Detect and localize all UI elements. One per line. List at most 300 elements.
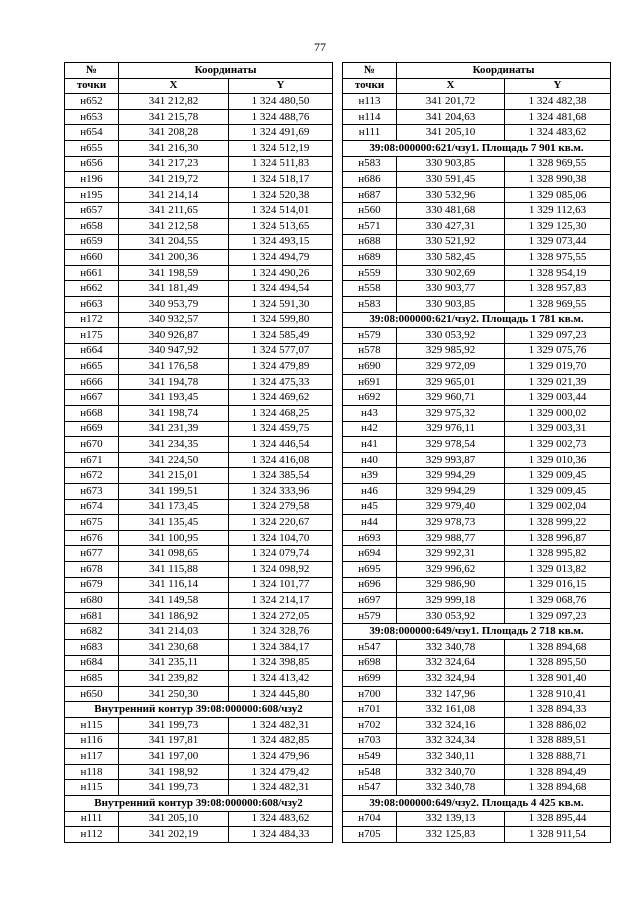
point-id: н115 [65, 780, 119, 796]
point-id: н688 [343, 234, 397, 250]
coord-x: 332 340,78 [397, 780, 505, 796]
point-id: н46 [343, 484, 397, 500]
coord-x: 332 147,96 [397, 686, 505, 702]
table-row [343, 717, 611, 733]
coord-x: 329 978,54 [397, 437, 505, 453]
coordinates-table-left [64, 62, 333, 843]
coord-y: 1 324 104,70 [229, 530, 333, 546]
coord-y: 1 324 279,58 [229, 499, 333, 515]
point-id: н680 [65, 593, 119, 609]
point-id: н657 [65, 203, 119, 219]
coord-y: 1 324 214,17 [229, 593, 333, 609]
point-id: н703 [343, 733, 397, 749]
table-body-right [343, 94, 611, 843]
table-row [343, 546, 611, 562]
point-id: н115 [65, 717, 119, 733]
table-row [343, 764, 611, 780]
coord-y: 1 329 073,44 [505, 234, 611, 250]
coord-x: 330 902,69 [397, 265, 505, 281]
table-row [343, 562, 611, 578]
table-row [343, 452, 611, 468]
coord-y: 1 328 969,55 [505, 156, 611, 172]
coord-x: 332 324,16 [397, 717, 505, 733]
point-id: н677 [65, 546, 119, 562]
coord-y: 1 328 894,68 [505, 639, 611, 655]
coord-y: 1 328 910,41 [505, 686, 611, 702]
point-id: н701 [343, 702, 397, 718]
coord-y: 1 324 220,67 [229, 515, 333, 531]
coord-x: 341 204,63 [397, 109, 505, 125]
coord-y: 1 324 490,26 [229, 265, 333, 281]
coord-y: 1 324 413,42 [229, 671, 333, 687]
table-row [343, 296, 611, 312]
coord-x: 341 181,49 [119, 281, 229, 297]
table-row [65, 343, 333, 359]
coord-x: 332 139,13 [397, 811, 505, 827]
coord-y: 1 324 577,07 [229, 343, 333, 359]
table-row [65, 749, 333, 765]
coord-y: 1 329 010,36 [505, 452, 611, 468]
point-id: н661 [65, 265, 119, 281]
coord-y: 1 324 494,79 [229, 250, 333, 266]
coord-x: 329 965,01 [397, 374, 505, 390]
coord-y: 1 324 079,74 [229, 546, 333, 562]
table-row [343, 780, 611, 796]
table-row [343, 281, 611, 297]
point-id: н700 [343, 686, 397, 702]
point-id: н549 [343, 749, 397, 765]
coord-y: 1 328 995,82 [505, 546, 611, 562]
coord-y: 1 324 494,54 [229, 281, 333, 297]
table-row [65, 484, 333, 500]
coord-x: 340 926,87 [119, 328, 229, 344]
point-id: н579 [343, 608, 397, 624]
point-id: н683 [65, 639, 119, 655]
coord-x: 341 205,10 [119, 811, 229, 827]
point-id: н678 [65, 562, 119, 578]
coord-y: 1 324 398,85 [229, 655, 333, 671]
table-row [65, 359, 333, 375]
coord-y: 1 324 333,96 [229, 484, 333, 500]
point-id: н682 [65, 624, 119, 640]
coord-y: 1 324 475,33 [229, 374, 333, 390]
coord-x: 341 215,01 [119, 468, 229, 484]
table-row [65, 624, 333, 640]
table-row [65, 312, 333, 328]
coord-x: 330 582,45 [397, 250, 505, 266]
header-coordinates: Координаты [397, 63, 611, 79]
coord-y: 1 328 999,22 [505, 515, 611, 531]
table-row [343, 577, 611, 593]
point-id: н571 [343, 218, 397, 234]
coord-x: 341 098,65 [119, 546, 229, 562]
section-title: Внутренний контур 39:08:000000:608/чзу2 [65, 795, 333, 811]
coord-x: 341 201,72 [397, 94, 505, 110]
coord-y: 1 328 894,68 [505, 780, 611, 796]
coord-x: 332 161,08 [397, 702, 505, 718]
coord-x: 330 532,96 [397, 187, 505, 203]
coord-y: 1 329 013,82 [505, 562, 611, 578]
coord-x: 329 994,29 [397, 468, 505, 484]
coord-x: 340 953,79 [119, 296, 229, 312]
point-id: н667 [65, 390, 119, 406]
point-id: н656 [65, 156, 119, 172]
table-row [65, 250, 333, 266]
point-id: н671 [65, 452, 119, 468]
coord-x: 332 340,11 [397, 749, 505, 765]
coord-y: 1 324 385,54 [229, 468, 333, 484]
table-row [65, 639, 333, 655]
point-id: н681 [65, 608, 119, 624]
point-id: н43 [343, 406, 397, 422]
coord-x: 341 214,03 [119, 624, 229, 640]
coord-y: 1 324 480,50 [229, 94, 333, 110]
point-id: н675 [65, 515, 119, 531]
point-id: н692 [343, 390, 397, 406]
header-point: точки [343, 78, 397, 94]
table-row [343, 250, 611, 266]
point-id: н690 [343, 359, 397, 375]
coord-y: 1 324 468,25 [229, 406, 333, 422]
table-row [65, 172, 333, 188]
coord-x: 341 197,81 [119, 733, 229, 749]
coord-x: 341 234,35 [119, 437, 229, 453]
point-id: н698 [343, 655, 397, 671]
coord-y: 1 324 459,75 [229, 421, 333, 437]
point-id: н112 [65, 827, 119, 843]
point-id: н195 [65, 187, 119, 203]
point-id: н196 [65, 172, 119, 188]
table-row [343, 125, 611, 141]
point-id: н699 [343, 671, 397, 687]
point-id: н684 [65, 655, 119, 671]
coord-y: 1 328 954,19 [505, 265, 611, 281]
table-row [343, 203, 611, 219]
point-id: н668 [65, 406, 119, 422]
coord-x: 332 125,83 [397, 827, 505, 843]
coord-x: 329 994,29 [397, 484, 505, 500]
point-id: н653 [65, 109, 119, 125]
table-row [65, 686, 333, 702]
coord-x: 341 200,36 [119, 250, 229, 266]
point-id: н650 [65, 686, 119, 702]
coord-x: 341 198,74 [119, 406, 229, 422]
table-row [65, 281, 333, 297]
coord-x: 330 903,77 [397, 281, 505, 297]
coord-x: 341 186,92 [119, 608, 229, 624]
point-id: н693 [343, 530, 397, 546]
coord-x: 330 053,92 [397, 328, 505, 344]
coord-y: 1 324 445,80 [229, 686, 333, 702]
point-id: н560 [343, 203, 397, 219]
coord-x: 329 996,62 [397, 562, 505, 578]
coord-y: 1 328 996,87 [505, 530, 611, 546]
coord-x: 330 481,68 [397, 203, 505, 219]
coord-x: 329 993,87 [397, 452, 505, 468]
table-row [65, 390, 333, 406]
coord-y: 1 329 085,06 [505, 187, 611, 203]
table-row [343, 421, 611, 437]
coord-x: 341 212,58 [119, 218, 229, 234]
point-id: н687 [343, 187, 397, 203]
point-id: н665 [65, 359, 119, 375]
point-id: н111 [343, 125, 397, 141]
coord-y: 1 324 520,38 [229, 187, 333, 203]
point-id: н44 [343, 515, 397, 531]
table-row [65, 125, 333, 141]
coord-y: 1 324 416,08 [229, 452, 333, 468]
point-id: н45 [343, 499, 397, 515]
coord-y: 1 329 068,76 [505, 593, 611, 609]
table-row [343, 827, 611, 843]
coord-y: 1 329 075,76 [505, 343, 611, 359]
section-header-row [65, 702, 333, 718]
point-id: н113 [343, 94, 397, 110]
header-x: X [119, 78, 229, 94]
table-row [65, 296, 333, 312]
coord-x: 332 324,34 [397, 733, 505, 749]
coord-y: 1 324 518,17 [229, 172, 333, 188]
coord-y: 1 329 097,23 [505, 328, 611, 344]
table-row [65, 780, 333, 796]
coord-y: 1 324 591,30 [229, 296, 333, 312]
coord-y: 1 324 493,15 [229, 234, 333, 250]
coord-x: 341 224,50 [119, 452, 229, 468]
table-row [65, 140, 333, 156]
header-y: Y [229, 78, 333, 94]
point-id: н547 [343, 780, 397, 796]
coord-y: 1 328 969,55 [505, 296, 611, 312]
header-y: Y [505, 78, 611, 94]
table-row [65, 733, 333, 749]
point-id: н679 [65, 577, 119, 593]
coord-x: 341 199,73 [119, 780, 229, 796]
coordinates-table-right [342, 62, 611, 843]
section-header-row [65, 795, 333, 811]
table-row [343, 639, 611, 655]
table-row [65, 530, 333, 546]
coord-x: 341 231,39 [119, 421, 229, 437]
coord-x: 329 978,73 [397, 515, 505, 531]
coord-x: 341 198,59 [119, 265, 229, 281]
table-row [343, 172, 611, 188]
table-row [65, 499, 333, 515]
table-row [343, 702, 611, 718]
page-number: 77 [314, 40, 326, 54]
header-x: X [397, 78, 505, 94]
coord-y: 1 329 021,39 [505, 374, 611, 390]
table-row [65, 546, 333, 562]
coord-x: 341 176,58 [119, 359, 229, 375]
coord-x: 341 149,58 [119, 593, 229, 609]
coord-y: 1 329 009,45 [505, 484, 611, 500]
point-id: н39 [343, 468, 397, 484]
table-row [65, 577, 333, 593]
table-row [65, 515, 333, 531]
coord-y: 1 328 990,38 [505, 172, 611, 188]
coord-x: 341 219,72 [119, 172, 229, 188]
table-row [65, 406, 333, 422]
header-point: точки [65, 78, 119, 94]
coord-y: 1 324 481,68 [505, 109, 611, 125]
coord-x: 341 197,00 [119, 749, 229, 765]
coord-x: 341 239,82 [119, 671, 229, 687]
coord-x: 341 194,78 [119, 374, 229, 390]
table-row [65, 328, 333, 344]
point-id: н676 [65, 530, 119, 546]
table-row [65, 671, 333, 687]
section-title: 39:08:000000:621/чзу1. Площадь 7 901 кв.м. [343, 140, 611, 156]
coord-x: 332 340,78 [397, 639, 505, 655]
point-id: н42 [343, 421, 397, 437]
point-id: н697 [343, 593, 397, 609]
coord-y: 1 328 895,50 [505, 655, 611, 671]
coord-x: 330 591,45 [397, 172, 505, 188]
coord-y: 1 324 488,76 [229, 109, 333, 125]
table-row [343, 234, 611, 250]
coord-x: 329 985,92 [397, 343, 505, 359]
point-id: н548 [343, 764, 397, 780]
header-coordinates: Координаты [119, 63, 333, 79]
table-row [343, 530, 611, 546]
coord-y: 1 324 513,65 [229, 218, 333, 234]
table-row [343, 406, 611, 422]
table-row [343, 328, 611, 344]
point-id: н583 [343, 296, 397, 312]
coord-x: 341 211,65 [119, 203, 229, 219]
coord-x: 340 932,57 [119, 312, 229, 328]
table-row [343, 811, 611, 827]
coord-x: 341 230,68 [119, 639, 229, 655]
coord-x: 341 215,78 [119, 109, 229, 125]
table-row [65, 109, 333, 125]
section-title: 39:08:000000:649/чзу1. Площадь 2 718 кв.м. [343, 624, 611, 640]
coord-x: 329 979,40 [397, 499, 505, 515]
table-row [65, 717, 333, 733]
point-id: н655 [65, 140, 119, 156]
coord-y: 1 329 009,45 [505, 468, 611, 484]
table-body-left [65, 94, 333, 843]
coord-x: 341 115,88 [119, 562, 229, 578]
coord-x: 341 199,51 [119, 484, 229, 500]
coord-x: 329 975,32 [397, 406, 505, 422]
table-row [343, 218, 611, 234]
coord-y: 1 324 482,31 [229, 780, 333, 796]
table-row [343, 593, 611, 609]
coord-y: 1 324 599,80 [229, 312, 333, 328]
coord-y: 1 329 112,63 [505, 203, 611, 219]
coord-x: 330 427,31 [397, 218, 505, 234]
coord-x: 341 198,92 [119, 764, 229, 780]
coord-x: 329 976,11 [397, 421, 505, 437]
point-id: н175 [65, 328, 119, 344]
table-row [343, 94, 611, 110]
coord-y: 1 328 957,83 [505, 281, 611, 297]
coord-y: 1 324 511,83 [229, 156, 333, 172]
coord-y: 1 328 886,02 [505, 717, 611, 733]
coord-y: 1 328 889,51 [505, 733, 611, 749]
coord-y: 1 329 019,70 [505, 359, 611, 375]
point-id: н662 [65, 281, 119, 297]
point-id: н659 [65, 234, 119, 250]
point-id: н673 [65, 484, 119, 500]
coord-y: 1 328 975,55 [505, 250, 611, 266]
coord-y: 1 324 483,62 [505, 125, 611, 141]
table-row [65, 608, 333, 624]
coord-y: 1 324 384,17 [229, 639, 333, 655]
table-row [343, 109, 611, 125]
point-id: н41 [343, 437, 397, 453]
table-row [343, 265, 611, 281]
point-id: н672 [65, 468, 119, 484]
coord-x: 341 135,45 [119, 515, 229, 531]
coord-x: 341 199,73 [119, 717, 229, 733]
point-id: н695 [343, 562, 397, 578]
coord-y: 1 324 328,76 [229, 624, 333, 640]
table-row [65, 156, 333, 172]
coord-y: 1 324 479,42 [229, 764, 333, 780]
table-row [343, 733, 611, 749]
coord-x: 341 193,45 [119, 390, 229, 406]
table-row [343, 468, 611, 484]
coord-y: 1 324 469,62 [229, 390, 333, 406]
coord-y: 1 324 482,31 [229, 717, 333, 733]
coord-x: 341 202,19 [119, 827, 229, 843]
section-header-row [343, 312, 611, 328]
coord-y: 1 329 097,23 [505, 608, 611, 624]
point-id: н674 [65, 499, 119, 515]
coord-x: 332 340,70 [397, 764, 505, 780]
coord-y: 1 329 003,44 [505, 390, 611, 406]
coord-x: 329 992,31 [397, 546, 505, 562]
coord-y: 1 329 125,30 [505, 218, 611, 234]
coord-y: 1 328 895,44 [505, 811, 611, 827]
coord-y: 1 324 482,38 [505, 94, 611, 110]
coord-x: 330 903,85 [397, 156, 505, 172]
table-row [65, 265, 333, 281]
table-row [343, 187, 611, 203]
table-row [65, 593, 333, 609]
coord-x: 340 947,92 [119, 343, 229, 359]
coord-y: 1 324 491,69 [229, 125, 333, 141]
table-row [343, 749, 611, 765]
table-row [65, 827, 333, 843]
coord-x: 329 972,09 [397, 359, 505, 375]
point-id: н558 [343, 281, 397, 297]
coord-x: 341 173,45 [119, 499, 229, 515]
coord-y: 1 328 888,71 [505, 749, 611, 765]
point-id: н579 [343, 328, 397, 344]
coord-x: 332 324,94 [397, 671, 505, 687]
table-row [343, 390, 611, 406]
point-id: н670 [65, 437, 119, 453]
table-row [65, 218, 333, 234]
point-id: н669 [65, 421, 119, 437]
coord-y: 1 324 512,19 [229, 140, 333, 156]
coord-x: 341 116,14 [119, 577, 229, 593]
coord-y: 1 324 585,49 [229, 328, 333, 344]
coord-y: 1 328 911,54 [505, 827, 611, 843]
coord-x: 341 214,14 [119, 187, 229, 203]
point-id: н691 [343, 374, 397, 390]
point-id: н705 [343, 827, 397, 843]
coord-y: 1 328 894,49 [505, 764, 611, 780]
point-id: н702 [343, 717, 397, 733]
point-id: н704 [343, 811, 397, 827]
coord-x: 329 986,90 [397, 577, 505, 593]
coord-y: 1 324 483,62 [229, 811, 333, 827]
point-id: н117 [65, 749, 119, 765]
